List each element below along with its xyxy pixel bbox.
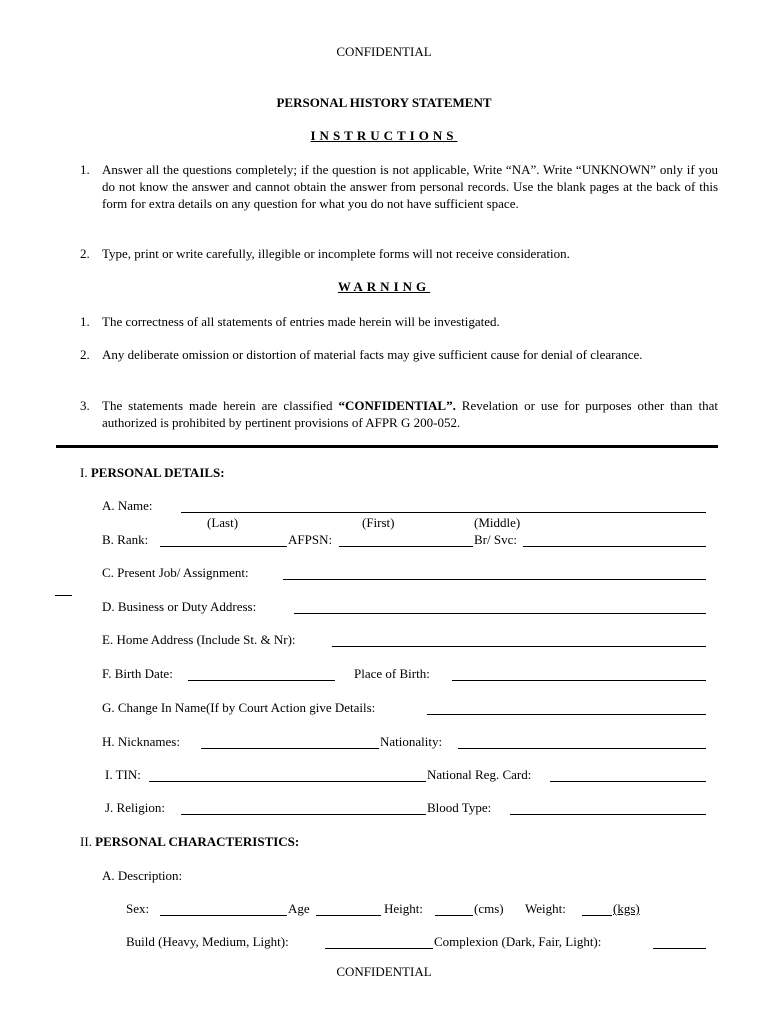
present-job-field[interactable] [283,579,706,580]
birth-place-label: Place of Birth: [354,666,430,681]
sex-label: Sex: [126,901,150,916]
height-unit: (cms) [474,901,504,916]
branch-service-label: Br/ Svc: [474,532,517,547]
complexion-field[interactable] [653,948,706,949]
instruction-text: Type, print or write carefully, illegible or incomplete forms will not receive consideration. [102,246,570,261]
home-address-field[interactable] [332,646,706,647]
warning-number: 2. [80,347,90,362]
document-title: PERSONAL HISTORY STATEMENT [276,95,492,110]
afpsn-field[interactable] [339,546,473,547]
nicknames-label: H. Nicknames: [102,734,180,749]
first-name-caption: (First) [362,515,395,530]
footer-confidential: CONFIDENTIAL [336,964,432,979]
tin-label: I. TIN: [105,767,141,782]
middle-name-caption: (Middle) [474,515,521,530]
warning-text: The correctness of all statements of entries made herein will be investigated. [102,314,500,329]
build-field[interactable] [325,948,433,949]
national-reg-field[interactable] [550,781,706,782]
margin-dash [55,595,72,596]
instruction-text: Answer all the questions completely; if the question is not applicable, Write “NA”. Write “UNKNOWN” only if you do not know the answer and cannot obtain the answer from personal records. Use the blank pages at the back of this form for extra details on any question for what you do not have sufficient space. [102,162,718,211]
instructions-heading: INSTRUCTIONS [310,128,458,143]
name-change-label: G. Change In Name(If by Court Action give Details: [102,700,376,715]
build-label: Build (Heavy, Medium, Light): [126,934,289,949]
nicknames-field[interactable] [201,748,379,749]
nationality-label: Nationality: [380,734,443,749]
instruction-number: 1. [80,162,90,177]
tin-field[interactable] [149,781,426,782]
blood-type-field[interactable] [510,814,706,815]
national-reg-label: National Reg. Card: [427,767,532,782]
branch-service-field[interactable] [523,546,706,547]
section-personal-details-heading: I. PERSONAL DETAILS: [80,465,225,480]
birth-date-field[interactable] [188,680,335,681]
warning-text-classified: The statements made herein are classified “CONFIDENTIAL”. Revelation or use for purposes other than that authorized is prohibited by pertinent provisions of AFPR G 200-052. [102,398,718,430]
home-address-label: E. Home Address (Include St. & Nr): [102,632,296,647]
business-address-field[interactable] [294,613,706,614]
warning-heading: WARNING [337,279,431,294]
nationality-field[interactable] [458,748,706,749]
header-confidential: CONFIDENTIAL [336,44,432,59]
religion-label: J. Religion: [105,800,165,815]
age-field[interactable] [316,915,381,916]
blood-type-label: Blood Type: [427,800,492,815]
last-name-caption: (Last) [207,515,239,530]
name-field[interactable] [181,512,706,513]
warning-number: 1. [80,314,90,329]
rank-label: B. Rank: [102,532,149,547]
afpsn-label: AFPSN: [288,532,333,547]
name-label: A. Name: [102,498,153,513]
description-label: A. Description: [102,868,183,883]
section-divider [56,445,718,448]
present-job-label: C. Present Job/ Assignment: [102,565,249,580]
instruction-number: 2. [80,246,90,261]
weight-label: Weight: [525,901,566,916]
height-label: Height: [384,901,423,916]
section-personal-characteristics-heading: II. PERSONAL CHARACTERISTICS: [80,834,300,849]
complexion-label: Complexion (Dark, Fair, Light): [434,934,602,949]
warning-number: 3. [80,398,90,413]
sex-field[interactable] [160,915,287,916]
height-field[interactable] [435,915,473,916]
religion-field[interactable] [181,814,426,815]
name-change-field[interactable] [427,714,706,715]
birth-date-label: F. Birth Date: [102,666,173,681]
weight-unit: (kgs) [613,901,640,916]
business-address-label: D. Business or Duty Address: [102,599,257,614]
warning-text: Any deliberate omission or distortion of material facts may give sufficient cause for denial of clearance. [102,347,643,362]
birth-place-field[interactable] [452,680,706,681]
age-label: Age [288,901,310,916]
weight-field[interactable] [582,915,612,916]
rank-field[interactable] [160,546,287,547]
